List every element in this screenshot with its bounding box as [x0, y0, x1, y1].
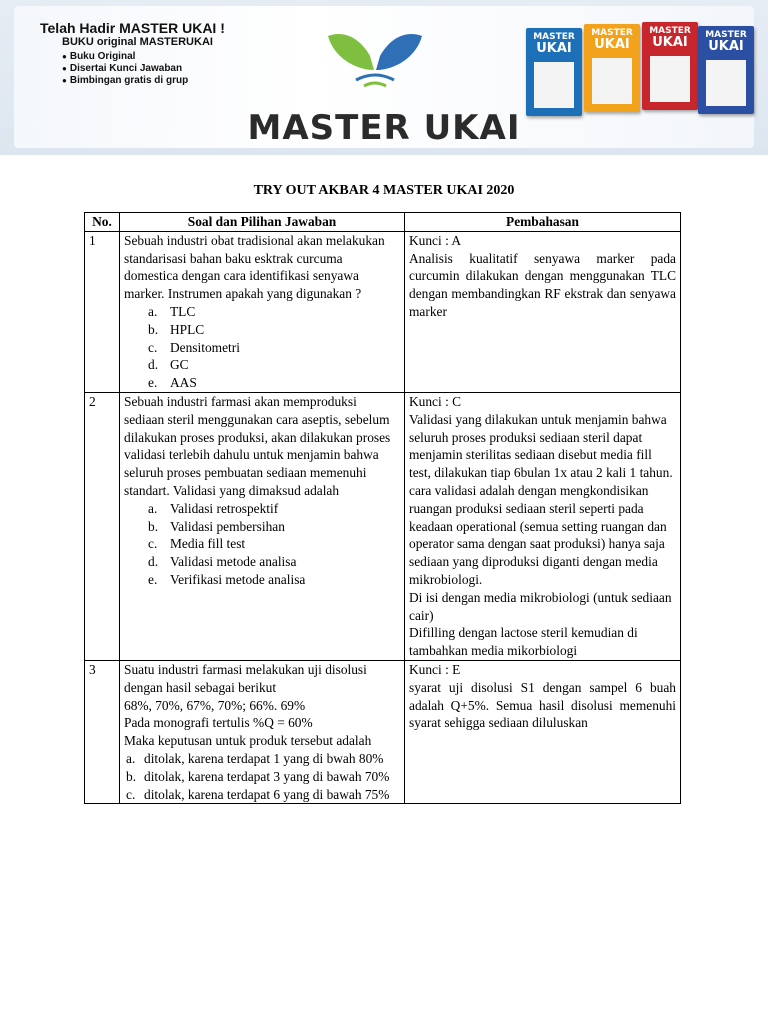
answer-options	[124, 303, 400, 392]
question-text: Pada monografi tertulis %Q = 60%	[124, 715, 313, 731]
discussion-text: Difilling dengan lactose steril kemudian di tambahkan media mikorbiologi	[409, 625, 638, 659]
answer-option: c. Densitometri	[148, 339, 240, 355]
question-table	[84, 212, 681, 804]
question-cell	[120, 392, 405, 660]
answer-option: d. Validasi metode analisa	[148, 554, 297, 570]
answer-option: b. HPLC	[148, 321, 205, 337]
book-covers	[526, 22, 766, 114]
answer-option: e. Verifikasi metode analisa	[148, 571, 306, 587]
question-data: 68%, 70%, 67%, 70%; 66%. 69%	[124, 697, 306, 713]
answer-key: Kunci : C	[409, 393, 462, 409]
answer-key: Kunci : A	[409, 232, 462, 248]
discussion-text: Validasi yang dilakukan untuk menjamin bahwa seluruh proses produksi sediaan steril dapat menjamin sterilitas sediaan disebut media fill test, dilakukan tiap 6bulan 1x atau 2 kali 1 tahun.	[409, 411, 673, 481]
answer-option: b. Validasi pembersihan	[148, 518, 285, 534]
discussion-text: cara validasi adalah dengan mengkondisikan ruangan produksi sediaan steril seperti pada keadaan operational (semua setting ruangan dan operator sama dengan saat produksi) hanya saja sediaan yang diproduksi diganti dengan media mikrobiologi.	[409, 482, 667, 587]
header-discussion: Pembahasan	[405, 213, 681, 232]
book-cover: MASTER UKAI	[584, 24, 640, 112]
table-row	[85, 231, 681, 392]
answer-option: e. AAS	[148, 375, 197, 391]
promo-bullets	[62, 51, 225, 87]
promo-bullet: ● Buku Original	[62, 51, 225, 63]
answer-option: a. Validasi retrospektif	[148, 500, 279, 516]
answer-options	[124, 500, 400, 589]
promo-bullet: ● Bimbingan gratis di grup	[62, 75, 225, 87]
promo-banner	[0, 0, 768, 155]
answer-option: a. ditolak, karena terdapat 1 yang di bwah 80%	[126, 750, 384, 766]
answer-key: Kunci : E	[409, 661, 461, 677]
promo-bullet: ● Disertai Kunci Jawaban	[62, 63, 225, 75]
table-row	[85, 392, 681, 660]
answer-option: a. TLC	[148, 303, 196, 319]
question-cell	[120, 231, 405, 392]
answer-option: c. Media fill test	[148, 536, 246, 552]
promo-text	[40, 20, 225, 87]
table-row	[85, 660, 681, 803]
answer-option: c. ditolak, karena terdapat 6 yang di bawah 75%	[126, 786, 390, 802]
question-cell	[120, 660, 405, 803]
book-cover: MASTER UKAI	[526, 28, 582, 116]
promo-headline: Telah Hadir MASTER UKAI !	[40, 20, 225, 36]
discussion-cell	[405, 392, 681, 660]
question-text: Sebuah industri farmasi akan memproduksi sediaan steril menggunakan cara aseptis, sebelum dilakukan proses produksi, akan dilakukan proses validasi terlebih dahulu untuk menjamin bahwa seluruh proses pembuatan sediaan memenuhi standart. Validasi yang dimaksud adalah	[124, 393, 391, 498]
row-number: 2	[85, 392, 120, 660]
promo-subheadline: BUKU original MASTERUKAI	[62, 36, 213, 48]
discussion-text: syarat uji disolusi S1 dengan sampel 6 buah adalah Q+5%. Semua hasil disolusi memenuhi syarat sehigga sediaan diluluskan	[409, 679, 676, 731]
book-cover: MASTER UKAI	[698, 26, 754, 114]
master-ukai-logo-icon	[326, 30, 424, 92]
answer-option: d. GC	[148, 357, 189, 373]
row-number: 1	[85, 231, 120, 392]
discussion-text: Analisis kualitatif senyawa marker pada curcumin dilakukan dengan menggunakan TLC dengan membandingkan RF ekstrak dan senyawa marker	[409, 250, 676, 319]
question-text: Maka keputusan untuk produk tersebut adalah	[124, 733, 372, 749]
brand-wordmark: MASTER UKAI	[247, 108, 521, 148]
question-text: Sebuah industri obat tradisional akan melakukan standarisasi bahan baku esktrak curcuma domestica dengan cara identifikasi senyawa marker. Instrumen apakah yang digunakan ?	[124, 232, 385, 302]
answer-options	[124, 750, 400, 803]
header-no: No.	[85, 213, 120, 232]
discussion-cell	[405, 660, 681, 803]
table-header-row	[85, 213, 681, 232]
discussion-cell	[405, 231, 681, 392]
answer-option: b. ditolak, karena terdapat 3 yang di bawah 70%	[126, 768, 390, 784]
header-question: Soal dan Pilihan Jawaban	[120, 213, 405, 232]
document-title: TRY OUT AKBAR 4 MASTER UKAI 2020	[253, 183, 515, 198]
book-cover: MASTER UKAI	[642, 22, 698, 110]
question-text: Suatu industri farmasi melakukan uji disolusi dengan hasil sebagai berikut	[124, 661, 367, 695]
discussion-text: Di isi dengan media mikrobiologi (untuk sediaan cair)	[409, 589, 672, 623]
banner-panel	[14, 6, 754, 148]
row-number: 3	[85, 660, 120, 803]
